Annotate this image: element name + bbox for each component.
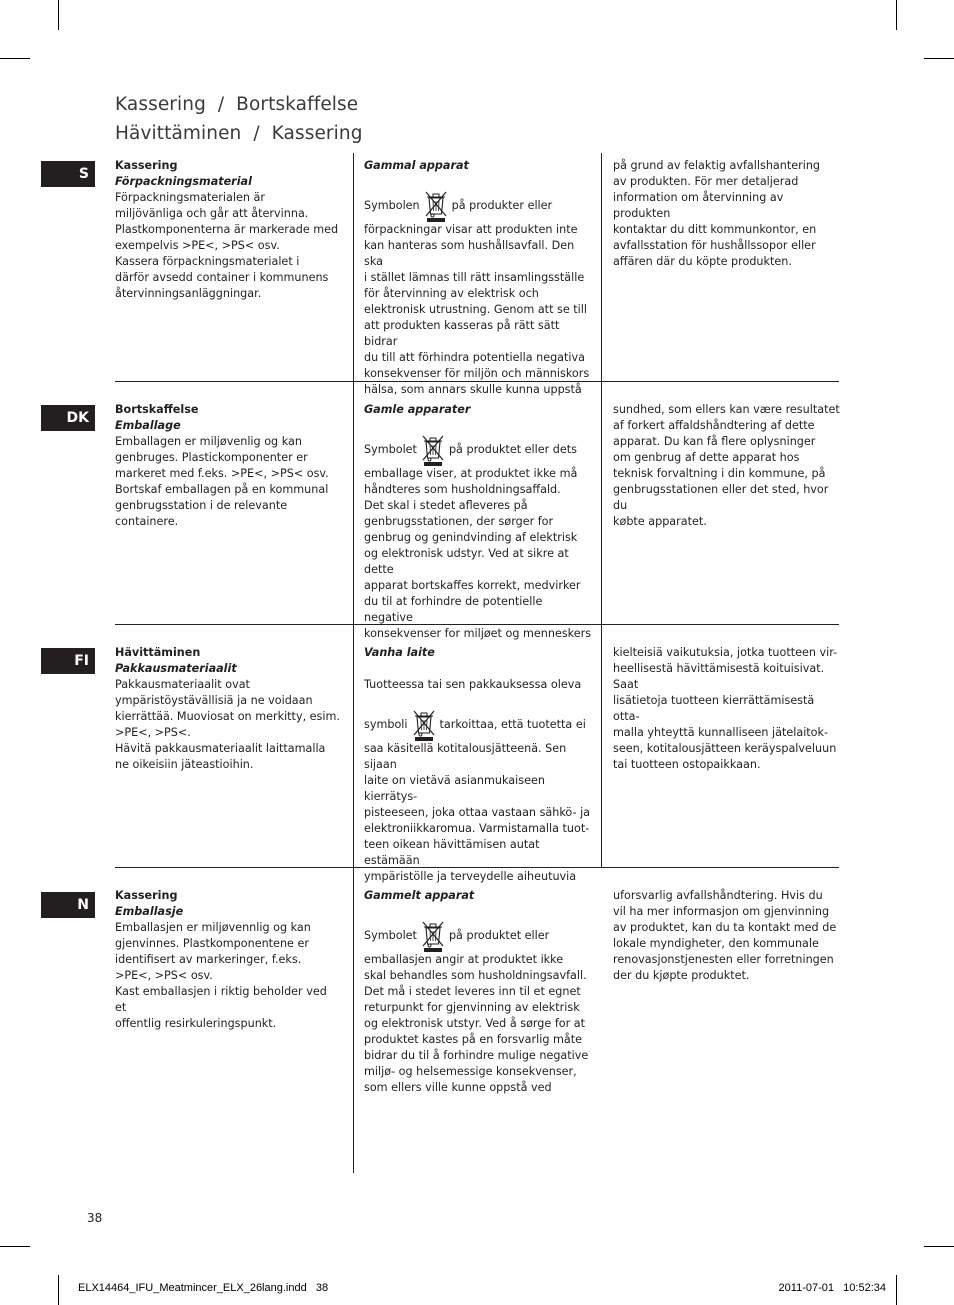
- footer-filename: ELX14464_IFU_Meatmincer_ELX_26lang.indd 38: [78, 1282, 329, 1294]
- body-text: Pakkausmateriaalit ovat ympäristöystävällisiä ja ne voidaan kierrättää. Muoviosat on merkitty, esim. >PE<, >PS<. Hävitä pakkausmateriaalit laittamalla ne oikeisiin jäteastioihin.: [115, 678, 340, 771]
- section-subheading: Gammal apparat: [364, 159, 469, 172]
- crop-mark: [0, 1246, 30, 1247]
- symbol-text-after: på produktet eller dets: [448, 443, 577, 456]
- section-sv-col1: [115, 158, 340, 302]
- language-tab-fi: FI: [41, 648, 95, 674]
- crop-mark: [924, 1246, 954, 1247]
- section-fi-col3: [613, 645, 841, 773]
- body-text: uforsvarlig avfallshåndtering. Hvis du vil ha mer informasjon om gjenvinning av produktet, kan du ta kontakt med de lokale myndigheter, den kommunale renovasjonstjenesten eller forretningen der du kjøpte produktet.: [613, 889, 837, 982]
- section-fi-col2: [364, 645, 592, 885]
- section-subheading: Gamle apparater: [364, 403, 471, 416]
- body-text: emballage viser, at produktet ikke må håndteres som husholdningsaffald. Det skal i stedet afleveres på genbrugsstationen, der sørger for genbrug og genindvinding af elektrisk og elektronisk udstyr. Ved at sikre at dette apparat bortskaffes korrekt, medvirker du til at forhindre de potentielle negative konsekvenser for miljøet og menneskers: [364, 467, 592, 640]
- column-divider: [601, 153, 602, 867]
- column-divider: [353, 153, 354, 1173]
- section-fi-col1: [115, 645, 340, 773]
- body-text: saa käsitellä kotitalousjätteenä. Sen sijaan laite on vietävä asianmukaiseen kierrätys- pisteeseen, joka ottaa vastaan sähkö- ja elektroniikkaromua. Varmistamalla tuot- teen oikean hävittämisen autat estämään ympäristölle ja terveydelle aiheutuvia: [364, 742, 591, 883]
- crop-mark: [58, 0, 59, 30]
- section-sv-col3: [613, 158, 841, 270]
- symbol-text-after: tarkoittaa, että tuotetta ei: [439, 718, 586, 731]
- page-title: Kassering / Bortskaffelse: [115, 94, 359, 115]
- page-title-secondary: Hävittäminen / Kassering: [115, 123, 363, 144]
- section-no-col2: [364, 888, 592, 1096]
- body-text: Förpackningsmaterialen är miljövänliga och går att återvinna. Plastkomponenterna är markerade med exempelvis >PE<, >PS< osv. Kassera förpackningsmaterialet i därför avsedd container i kommunens återvinningsanläggningar.: [115, 191, 339, 300]
- symbol-text-before: Symbolet: [364, 929, 417, 942]
- section-subheading: Emballasje: [115, 905, 184, 918]
- crop-mark: [924, 58, 954, 59]
- crossed-out-wheelie-bin-icon: [424, 190, 448, 222]
- section-subheading: Gammelt apparat: [364, 889, 475, 902]
- crossed-out-wheelie-bin-icon: [421, 434, 445, 466]
- footer-timestamp: 2011-07-01 10:52:34: [778, 1282, 886, 1294]
- section-heading: Bortskaffelse: [115, 403, 199, 416]
- body-text: Emballasjen er miljøvennlig og kan gjenvinnes. Plastkomponentene er identifisert av markeringer, f.eks. >PE<, >PS< osv. Kast emballasjen i riktig beholder ved et offentlig resirkuleringspunkt.: [115, 921, 327, 1030]
- symbol-text-after: på produktet eller: [448, 929, 550, 942]
- section-sv-col2: [364, 158, 592, 398]
- section-no-col1: [115, 888, 340, 1032]
- symbol-text-before: symboli: [364, 718, 408, 731]
- crop-mark: [896, 1275, 897, 1305]
- crossed-out-wheelie-bin-icon: [421, 920, 445, 952]
- section-da-col1: [115, 402, 340, 530]
- section-heading: Hävittäminen: [115, 646, 201, 659]
- crop-mark: [0, 58, 30, 59]
- body-text: emballasjen angir at produktet ikke skal behandles som husholdningsavfall. Det må i stedet leveres inn til et egnet returpunkt for gjenvinning av elektrisk og elektronisk utstyr. Ved å sørge for at produktet kastes på en forsvarlig måte bidrar du til å forhindre mulige negative miljø- og helsemessige konsekvenser, som ellers ville kunne oppstå ved: [364, 953, 589, 1094]
- body-text: Emballagen er miljøvenlig og kan genbruges. Plastickomponenter er markeret med f.eks. >PE<, >PS< osv. Bortskaf emballagen på en kommunal genbrugsstation i de relevante containere.: [115, 435, 329, 528]
- crop-mark: [896, 0, 897, 30]
- body-text: kielteisiä vaikutuksia, jotka tuotteen vir- heellisestä hävittämisestä koituisivat. Saat lisätietoja tuotteen kierrättämisestä otta- malla yhteyttä kunnalliseen jätelaitok- seen, kotitalousjätteen keräyspalveluun tai tuotteen ostopaikkaan.: [613, 646, 838, 771]
- section-subheading: Vanha laite: [364, 646, 435, 659]
- language-tab-no: N: [41, 892, 95, 918]
- crossed-out-wheelie-bin-icon: [412, 709, 436, 741]
- body-text: förpackningar visar att produkten inte kan hanteras som hushållsavfall. Den ska i stället lämnas till rätt insamlingsställe för återvinning av elektrisk och elektronisk utrustning. Genom att se till att produkten kasseras på rätt sätt bidrar du till att förhindra potentiella negativa konsekvenser för miljön och människors hälsa, som annars skulle kunna uppstå: [364, 223, 590, 396]
- section-heading: Kassering: [115, 889, 178, 902]
- symbol-text-after: på produkter eller: [451, 199, 553, 212]
- intro-text: Tuotteessa tai sen pakkauksessa oleva: [364, 678, 582, 691]
- section-da-col3: [613, 402, 841, 530]
- page-number: 38: [87, 1211, 103, 1225]
- symbol-text-before: Symbolen: [364, 199, 420, 212]
- language-tab-da: DK: [41, 405, 95, 431]
- body-text: på grund av felaktig avfallshantering av produkten. För mer detaljerad information om återvinning av produkten kontaktar du ditt kommunkontor, en avfallsstation för hushållssopor eller affären där du köpte produkten.: [613, 159, 821, 268]
- language-tab-sv: S: [41, 161, 95, 187]
- section-no-col3: [613, 888, 841, 984]
- crop-mark: [58, 1275, 59, 1305]
- body-text: sundhed, som ellers kan være resultatet af forkert affaldshåndtering af dette apparat. Du kan få flere oplysninger om genbrug af dette apparat hos teknisk forvaltning i din kommune, på genbrugsstationen eller det sted, hvor du købte apparatet.: [613, 403, 840, 528]
- section-subheading: Emballage: [115, 419, 181, 432]
- symbol-text-before: Symbolet: [364, 443, 417, 456]
- section-da-col2: [364, 402, 592, 642]
- section-subheading: Förpackningsmaterial: [115, 175, 252, 188]
- section-heading: Kassering: [115, 159, 178, 172]
- section-subheading: Pakkausmateriaalit: [115, 662, 237, 675]
